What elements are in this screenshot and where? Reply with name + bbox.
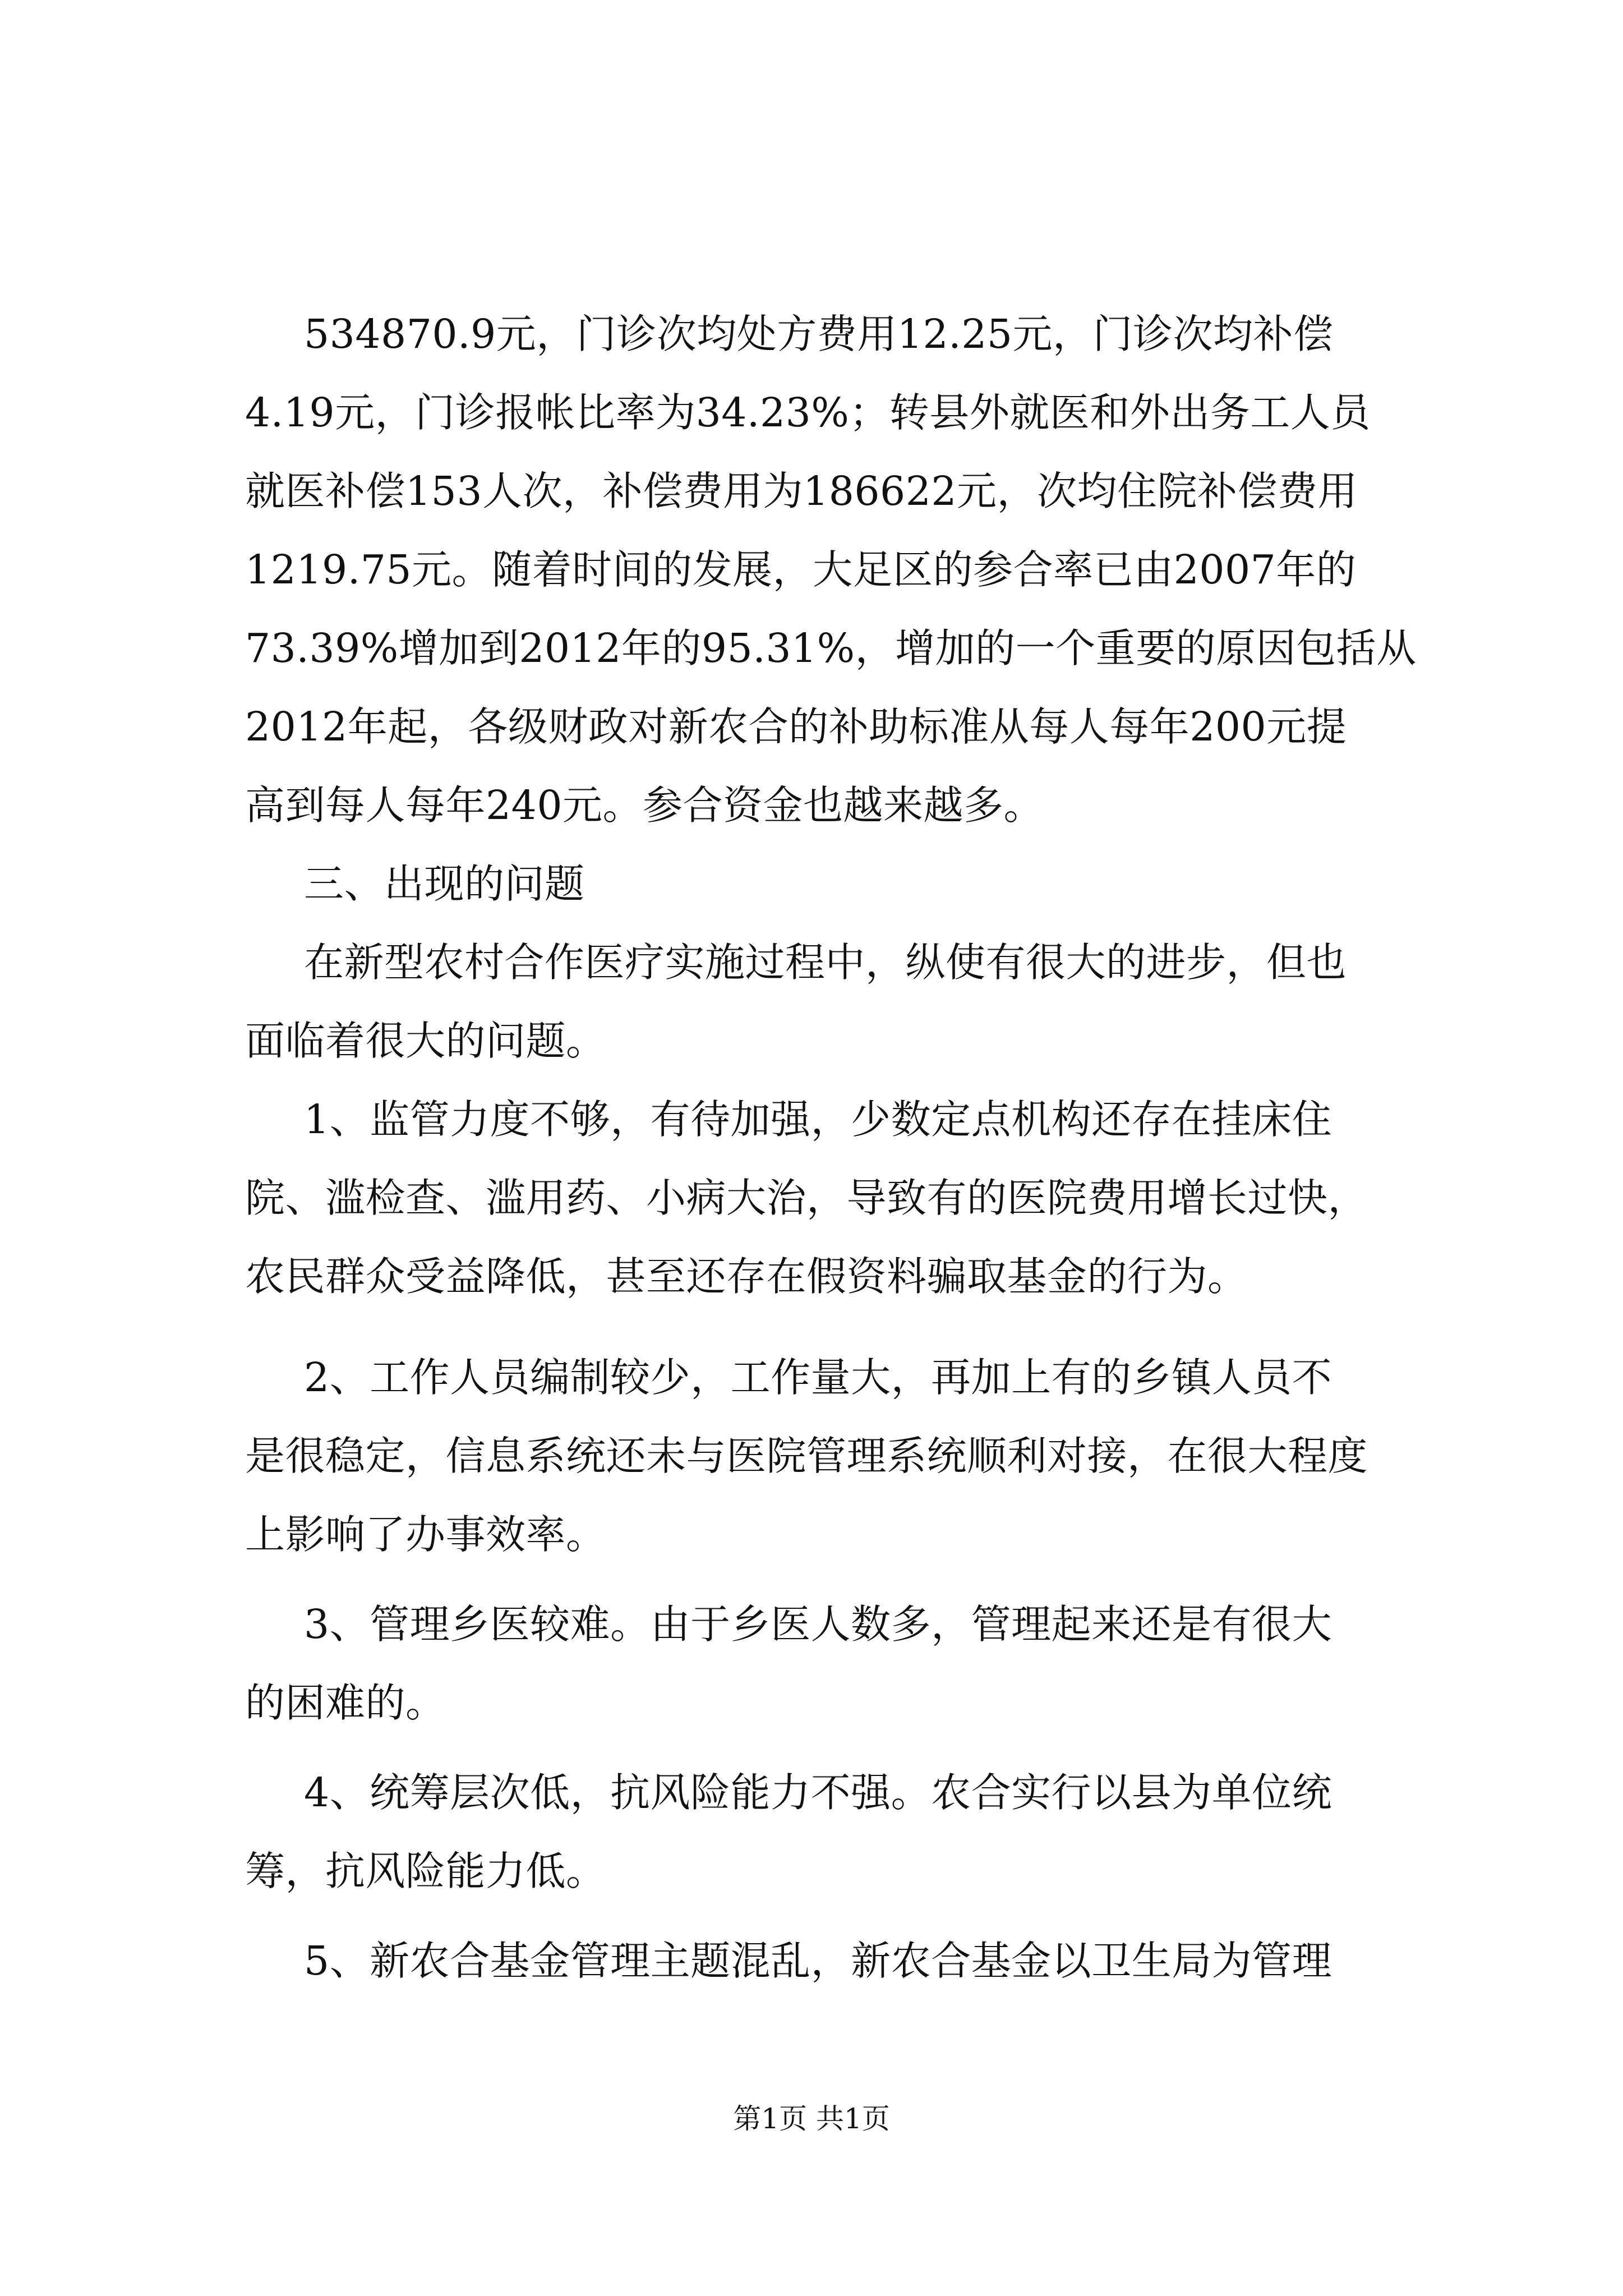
page-footer: 第1页 共1页 [733, 2102, 890, 2135]
section-heading: 三、出现的问题 [304, 861, 585, 907]
paragraph-line: 1219.75元。随着时间的发展，大足区的参合率已由2007年的 [245, 546, 1357, 593]
list-item-line: 3、管理乡医较难。由于乡医人数多，管理起来还是有很大 [304, 1601, 1332, 1648]
paragraph-line: 在新型农村合作医疗实施过程中，纵使有很大的进步，但也 [304, 939, 1347, 986]
paragraph-line: 2012年起，各级财政对新农合的补助标准从每人每年200元提 [245, 703, 1347, 750]
list-item-line: 2、工作人员编制较少，工作量大，再加上有的乡镇人员不 [304, 1354, 1332, 1401]
list-item-line: 上影响了办事效率。 [245, 1511, 606, 1558]
paragraph-line: 534870.9元，门诊次均处方费用12.25元，门诊次均补偿 [304, 311, 1334, 357]
list-item-line: 的困难的。 [245, 1680, 446, 1726]
paragraph-line: 73.39%增加到2012年的95.31%，增加的一个重要的原因包括从 [245, 625, 1417, 671]
list-item-line: 4、统筹层次低，抗风险能力不强。农合实行以县为单位统 [304, 1769, 1332, 1816]
list-item-line: 5、新农合基金管理主题混乱，新农合基金以卫生局为管理 [304, 1938, 1332, 1984]
paragraph-line: 就医补偿153人次，补偿费用为186622元，次均住院补偿费用 [245, 468, 1358, 514]
paragraph-line: 面临着很大的问题。 [245, 1018, 606, 1064]
list-item-line: 农民群众受益降低，甚至还存在假资料骗取基金的行为。 [245, 1253, 1248, 1300]
list-item-line: 1、监管力度不够，有待加强，少数定点机构还存在挂床住 [304, 1096, 1332, 1143]
paragraph-line: 4.19元，门诊报帐比率为34.23%；转县外就医和外出务工人员 [245, 389, 1371, 436]
list-item-line: 院、滥检查、滥用药、小病大治，导致有的医院费用增长过快， [245, 1175, 1368, 1221]
list-item-line: 是很稳定，信息系统还未与医院管理系统顺利对接，在很大程度 [245, 1433, 1368, 1479]
paragraph-line: 高到每人每年240元。参合资金也越来越多。 [245, 782, 1044, 829]
list-item-line: 筹，抗风险能力低。 [245, 1848, 606, 1894]
